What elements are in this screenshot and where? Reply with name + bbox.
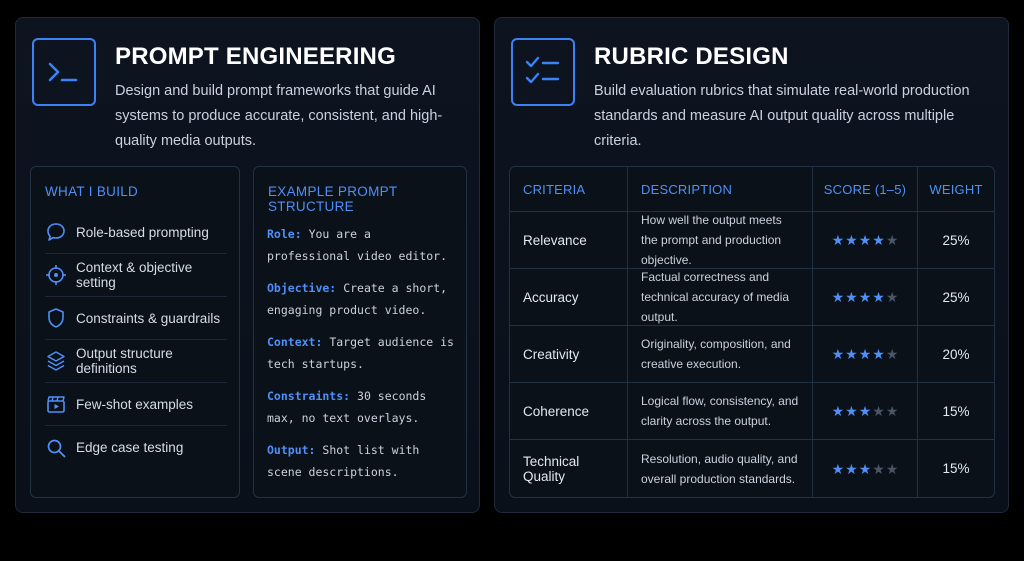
table-body <box>510 212 994 497</box>
what-i-build-card <box>30 166 240 498</box>
star-filled-icon: ★ <box>845 460 858 477</box>
section-description: Design and build prompt frameworks that guide AI systems to produce accurate, consistent, and high-quality media outputs. <box>115 83 443 149</box>
description-cell: Factual correctness and technical accuracy of media output. <box>628 269 813 325</box>
score-cell <box>813 212 918 268</box>
weight-cell: 20% <box>942 346 970 362</box>
prompt-line-objective: Objective: Create a short, engaging product video. <box>267 281 448 317</box>
star-rating <box>832 233 899 247</box>
criteria-cell: Relevance <box>510 212 628 268</box>
magnifier-icon <box>45 437 67 459</box>
card-heading: EXAMPLE PROMPT STRUCTURE <box>268 184 398 214</box>
list-item-label: Edge case testing <box>76 440 184 455</box>
star-filled-icon: ★ <box>831 289 845 305</box>
description-cell: Resolution, audio quality, and overall production standards. <box>628 440 813 497</box>
score-cell <box>813 440 918 497</box>
score-cell <box>813 383 918 439</box>
column-header-criteria: CRITERIA <box>510 167 628 211</box>
star-empty-icon: ★ <box>872 403 885 419</box>
table-row <box>510 440 994 497</box>
list-item-label: Role-based prompting <box>76 224 209 240</box>
section-description: Build evaluation rubrics that simulate real-world production standards and measure AI output quality across multiple criteria. <box>594 83 970 149</box>
list-item <box>45 211 227 254</box>
weight-cell: 25% <box>942 289 970 305</box>
star-filled-icon: ★ <box>858 289 872 305</box>
star-empty-icon: ★ <box>885 289 899 305</box>
weight-cell: 15% <box>942 403 970 419</box>
column-header-description: DESCRIPTION <box>628 167 813 211</box>
prompt-line-output: Output: Shot list with scene descriptions. <box>267 443 420 479</box>
star-filled-icon: ★ <box>845 403 858 419</box>
description-cell: Originality, composition, and creative execution. <box>628 326 813 382</box>
star-rating <box>832 462 899 476</box>
prompt-line-context: Context: Target audience is tech startups. <box>267 335 454 371</box>
prompt-engineering-panel <box>15 17 480 513</box>
section-title: PROMPT ENGINEERING <box>115 43 396 70</box>
section-title: RUBRIC DESIGN <box>594 43 789 70</box>
score-cell <box>813 269 918 325</box>
table-header-row <box>510 167 994 212</box>
build-list <box>45 211 227 469</box>
star-filled-icon: ★ <box>872 289 885 305</box>
list-item-label: Constraints & guardrails <box>76 310 221 326</box>
table-row <box>510 326 994 383</box>
list-item <box>45 426 227 469</box>
example-prompt-body <box>267 223 459 493</box>
chat-bubble-icon <box>45 221 67 243</box>
criteria-cell: Creativity <box>510 326 628 382</box>
list-item <box>45 340 227 383</box>
table-row <box>510 269 994 326</box>
star-filled-icon: ★ <box>872 232 885 248</box>
layers-icon <box>45 350 67 372</box>
score-cell <box>813 326 918 382</box>
star-filled-icon: ★ <box>858 346 872 362</box>
star-filled-icon: ★ <box>858 403 872 419</box>
star-rating <box>832 347 899 361</box>
shield-icon <box>45 307 67 329</box>
card-heading: WHAT I BUILD <box>45 184 139 199</box>
list-item-label: Few-shot examples <box>76 396 194 412</box>
star-empty-icon: ★ <box>885 232 899 248</box>
criteria-cell: Accuracy <box>510 269 628 325</box>
rubric-table <box>509 166 995 498</box>
star-filled-icon: ★ <box>831 346 845 362</box>
star-rating <box>832 404 899 418</box>
star-empty-icon: ★ <box>885 346 899 362</box>
list-item-label: Output structure definitions <box>76 346 173 376</box>
table-row <box>510 212 994 269</box>
column-header-weight: WEIGHT <box>929 181 983 197</box>
star-filled-icon: ★ <box>831 232 845 248</box>
prompt-line-role: Role: You are a professional video editor. <box>267 227 448 263</box>
rubric-design-panel <box>494 17 1009 513</box>
criteria-cell: Coherence <box>510 383 628 439</box>
clapperboard-icon <box>45 393 67 415</box>
weight-cell: 15% <box>942 461 970 476</box>
weight-cell: 25% <box>942 232 970 248</box>
star-empty-icon: ★ <box>872 460 885 477</box>
checklist-icon <box>511 38 575 106</box>
star-filled-icon: ★ <box>858 460 872 477</box>
list-item <box>45 254 227 297</box>
list-item-label: Context & objective setting <box>76 260 193 290</box>
description-cell: Logical flow, consistency, and clarity across the output. <box>628 383 813 439</box>
terminal-icon <box>32 38 96 106</box>
star-empty-icon: ★ <box>885 403 899 419</box>
star-filled-icon: ★ <box>831 460 845 477</box>
criteria-cell: Technical Quality <box>510 440 628 497</box>
star-filled-icon: ★ <box>831 403 845 419</box>
table-row <box>510 383 994 440</box>
star-filled-icon: ★ <box>845 346 858 362</box>
example-prompt-card <box>253 166 467 498</box>
star-filled-icon: ★ <box>858 232 872 248</box>
target-crosshair-icon <box>45 264 67 286</box>
star-filled-icon: ★ <box>845 232 858 248</box>
star-empty-icon: ★ <box>885 460 899 477</box>
star-filled-icon: ★ <box>872 346 885 362</box>
star-rating <box>832 290 899 304</box>
star-filled-icon: ★ <box>845 289 858 305</box>
list-item <box>45 297 227 340</box>
column-header-score: SCORE (1–5) <box>813 167 918 211</box>
prompt-line-constraints: Constraints: 30 seconds max, no text overlays. <box>267 389 427 425</box>
list-item <box>45 383 227 426</box>
description-cell: How well the output meets the prompt and production objective. <box>628 212 813 268</box>
